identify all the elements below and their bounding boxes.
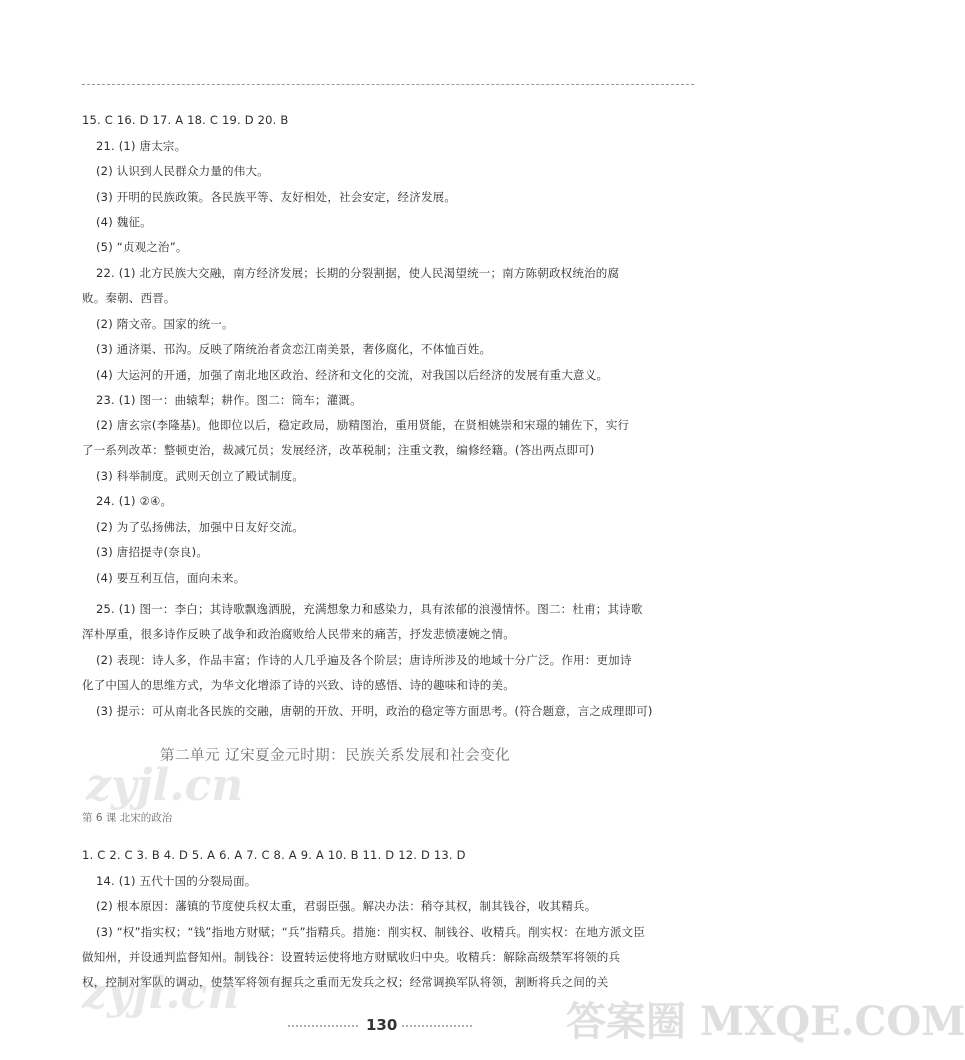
answer-line: 败。秦朝、西晋。 (82, 291, 176, 305)
page-number: 130 (366, 1016, 398, 1034)
page-number-ornament-left (288, 1025, 358, 1027)
answer-line: 了一系列改革：整顿吏治，裁减冗员；发展经济，改革税制；注重文教，编修经籍。(答出两点即可) (82, 443, 595, 457)
answer-line: 21. (1) 唐太宗。 (96, 139, 187, 153)
answer-line: (2) 唐玄宗(李隆基)。他即位以后，稳定政局，励精图治，重用贤能，在贤相姚崇和宋璟的辅佐下，实行 (96, 418, 630, 432)
header-rule (82, 84, 694, 85)
answer-line: (4) 魏征。 (96, 215, 152, 229)
answer-line: (5) “贞观之治”。 (96, 240, 188, 254)
answer-line: (3) 通济渠、邗沟。反映了隋统治者贪恋江南美景，奢侈腐化，不体恤百姓。 (96, 342, 492, 356)
watermark: 答案圈 MXQE.COM (566, 998, 965, 1045)
watermark: zyjl.cn (82, 968, 240, 1019)
answer-line: 25. (1) 图一：李白；其诗歌飘逸洒脱，充满想象力和感染力，具有浓郁的浪漫情怀。图二：杜甫；其诗歌 (96, 602, 643, 616)
answer-line: (2) 为了弘扬佛法，加强中日友好交流。 (96, 520, 304, 534)
answer-line: (3) 开明的民族政策。各民族平等、友好相处，社会安定，经济发展。 (96, 190, 457, 204)
answer-line: 做知州，并设通判监督知州。制钱谷：设置转运使将地方财赋收归中央。收精兵：解除高级禁军将领的兵 (82, 950, 621, 964)
answer-line: (2) 表现：诗人多，作品丰富；作诗的人几乎遍及各个阶层；唐诗所涉及的地域十分广泛。作用：更加诗 (96, 653, 632, 667)
answer-line: (3) 科举制度。武则天创立了殿试制度。 (96, 469, 304, 483)
answer-line: (4) 大运河的开通，加强了南北地区政治、经济和文化的交流，对我国以后经济的发展有重大意义。 (96, 368, 609, 382)
answer-line: 1. C 2. C 3. B 4. D 5. A 6. A 7. C 8. A 9. A 10. B 11. D 12. D 13. D (82, 848, 466, 862)
answer-line: 23. (1) 图一：曲辕犁；耕作。图二：筒车；灌溉。 (96, 393, 362, 407)
answer-line: 化了中国人的思维方式，为华文化增添了诗的兴致、诗的感悟、诗的趣味和诗的美。 (82, 678, 515, 692)
answer-line: 15. C 16. D 17. A 18. C 19. D 20. B (82, 113, 289, 127)
answer-line: (3) “权”指实权；“钱”指地方财赋；“兵”指精兵。措施：削实权、制钱谷、收精兵。削实权：在地方派文臣 (96, 925, 646, 939)
answer-line: (4) 要互利互信，面向未来。 (96, 571, 246, 585)
answer-line: (3) 唐招提寺(奈良)。 (96, 545, 209, 559)
answer-line: 24. (1) ②④。 (96, 494, 173, 508)
answer-line: 14. (1) 五代十国的分裂局面。 (96, 874, 257, 888)
answer-line: 权，控制对军队的调动，使禁军将领有握兵之重而无发兵之权；经常调换军队将领，割断将兵之间的关 (82, 975, 609, 989)
unit-title: 第二单元 辽宋夏金元时期：民族关系发展和社会变化 (160, 748, 511, 764)
answer-line: (2) 根本原因：藩镇的节度使兵权太重，君弱臣强。解决办法：稍夺其权，制其钱谷，收其精兵。 (96, 899, 597, 913)
answer-line: 浑朴厚重，很多诗作反映了战争和政治腐败给人民带来的痛苦，抒发悲愤凄婉之情。 (82, 627, 515, 641)
answer-line: (3) 提示：可从南北各民族的交融，唐朝的开放、开明，政治的稳定等方面思考。(符合题意，言之成理即可) (96, 704, 653, 718)
answer-line: 22. (1) 北方民族大交融，南方经济发展；长期的分裂割据，使人民渴望统一；南方陈朝政权统治的腐 (96, 266, 620, 280)
lesson-title: 第 6 课 北宋的政治 (82, 812, 173, 824)
answer-line: (2) 认识到人民群众力量的伟大。 (96, 164, 269, 178)
watermark: zyjl.cn (86, 760, 244, 811)
answer-line: (2) 隋文帝。国家的统一。 (96, 317, 234, 331)
page-number-ornament-right (402, 1025, 472, 1027)
